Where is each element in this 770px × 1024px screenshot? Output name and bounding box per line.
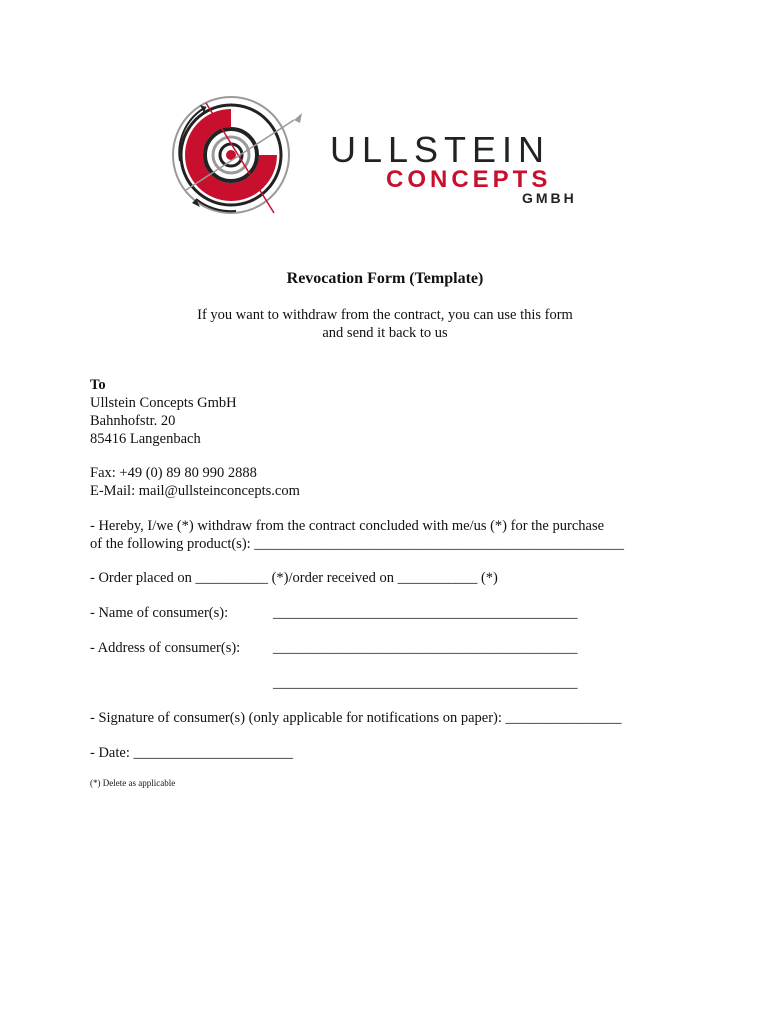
logo-text-gmbh: GMBH bbox=[522, 190, 577, 206]
name-blank: __________________________________________ bbox=[273, 605, 578, 621]
withdraw-line-2: of the following product(s): ___________________________________________________ bbox=[90, 536, 625, 552]
recipient-city: 85416 Langenbach bbox=[90, 431, 201, 447]
name-label: - Name of consumer(s): bbox=[90, 605, 229, 621]
recipient-fax: Fax: +49 (0) 89 80 990 2888 bbox=[90, 465, 257, 481]
signature-line: - Signature of consumer(s) (only applicable for notifications on paper): ________________ bbox=[90, 710, 622, 726]
logo-text-ullstein: ULLSTEIN bbox=[330, 129, 551, 170]
intro-line-2: and send it back to us bbox=[322, 325, 448, 341]
intro-line-1: If you want to withdraw from the contract, you can use this form bbox=[197, 307, 573, 323]
address-blank-2: __________________________________________ bbox=[273, 675, 578, 691]
address-blank-1: __________________________________________ bbox=[273, 640, 578, 656]
recipient-label: To bbox=[90, 377, 106, 393]
order-line: - Order placed on __________ (*)/order received on ___________ (*) bbox=[90, 570, 498, 586]
ullstein-concepts-logo bbox=[166, 95, 606, 220]
recipient-street: Bahnhofstr. 20 bbox=[90, 413, 176, 429]
logo-text-concepts: CONCEPTS bbox=[386, 166, 552, 193]
footnote: (*) Delete as applicable bbox=[90, 778, 176, 788]
recipient-email: E-Mail: mail@ullsteinconcepts.com bbox=[90, 483, 300, 499]
address-label: - Address of consumer(s): bbox=[90, 640, 241, 656]
document-title: Revocation Form (Template) bbox=[286, 270, 484, 287]
recipient-company: Ullstein Concepts GmbH bbox=[90, 395, 237, 411]
date-line: - Date: ______________________ bbox=[90, 745, 293, 761]
withdraw-line-1: - Hereby, I/we (*) withdraw from the contract concluded with me/us (*) for the purchase bbox=[90, 518, 605, 534]
target-emblem-icon bbox=[173, 97, 302, 213]
